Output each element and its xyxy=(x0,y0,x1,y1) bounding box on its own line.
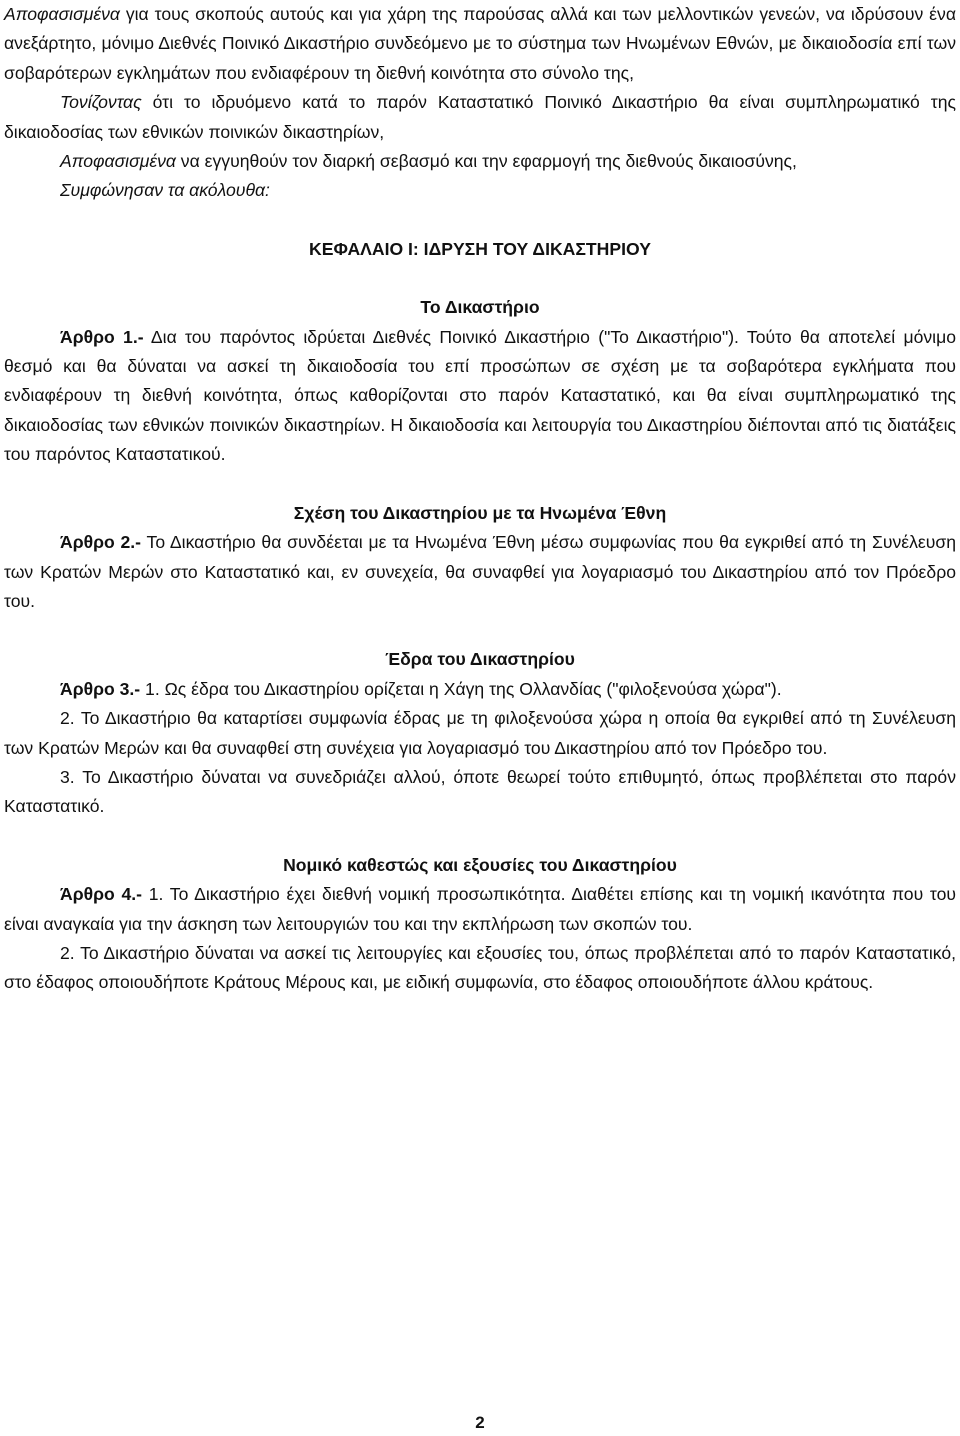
article-label: Άρθρο 3.- xyxy=(60,678,141,699)
article-text: Το Δικαστήριο θα συνδέεται με τα Ηνωμένα Έθνη μέσω συμφωνίας που θα εγκριθεί από τη Συνέλευση των Κρατών Μερών στο Καταστατικό και, εν συνεχεία, θα συναφθεί για λογαριασμό του Δικαστηρίου από τον Πρόεδρο του. xyxy=(4,532,956,611)
article-label: Άρθρο 4.- xyxy=(60,884,142,905)
chapter-title: ΚΕΦΑΛΑΙΟ Ι: ΙΔΡΥΣΗ ΤΟΥ ΔΙΚΑΣΤΗΡΙΟΥ xyxy=(309,238,651,259)
section-title: Το Δικαστήριο xyxy=(420,297,540,318)
preamble-lead: Αποφασισμένα xyxy=(4,4,120,24)
article-paragraph: 3. Το Δικαστήριο δύναται να συνεδριάζει αλλού, όποτε θεωρεί τούτο επιθυμητό, όπως προβλέπεται στο παρόν Καταστατικό. xyxy=(4,766,956,817)
section-title: Έδρα του Δικαστηρίου xyxy=(385,649,575,670)
article-2 xyxy=(4,528,956,616)
article-1 xyxy=(4,323,956,470)
preamble-lead: Αποφασισμένα xyxy=(60,151,176,172)
section-title: Νομικό καθεστώς και εξουσίες του Δικαστηρίου xyxy=(283,854,677,875)
article-text: 1. Το Δικαστήριο έχει διεθνή νομική προσωπικότητα. Διαθέτει επίσης και τη νομική ικανότητα που του είναι αναγκαία για την άσκηση των λειτουργιών του και την εκπλήρωση των σκοπών του. xyxy=(4,884,957,934)
article-label: Άρθρο 2.- xyxy=(60,532,142,553)
preamble-text: να εγγυηθούν τον διαρκή σεβασμό και την εφαρμογή της διεθνούς δικαιοσύνης, xyxy=(175,151,797,172)
preamble-paragraph xyxy=(4,147,956,176)
article-paragraph: 2. Το Δικαστήριο θα καταρτίσει συμφωνία έδρας με τη φιλοξενούσα χώρα η οποία θα εγκριθεί από τη Συνέλευση των Κρατών Μερών και θα συναφθεί στη συνέχεια για λογαριασμό του Δικαστηρίου από τον Πρόεδρο του. xyxy=(4,708,956,758)
preamble-text: ότι το ιδρυόμενο κατά το παρόν Καταστατικό Ποινικό Δικαστήριο θα είναι συμπληρωματικό της δικαιοδοσίας των εθνικών ποινικών δικαστηρίων, xyxy=(4,92,956,142)
section-title: Σχέση του Δικαστηρίου με τα Ηνωμένα Έθνη xyxy=(293,502,667,523)
preamble-lead: Συμφώνησαν τα ακόλουθα: xyxy=(60,180,270,201)
preamble-paragraph xyxy=(4,176,956,205)
preamble-paragraph xyxy=(4,0,956,88)
article-text: Δια του παρόντος ιδρύεται Διεθνές Ποινικό Δικαστήριο ("Το Δικαστήριο"). Τούτο θα αποτελεί μόνιμο θεσμό και θα δύναται να ασκεί τη δικαιοδοσία του επί προσώπων σε σχέση με τα σοβαρότερα εγκλήματα που ενδιαφέρουν τη διεθνή κοινότητα, όπως καθορίζονται στο παρόν Καταστατικό, και θα είναι συμπληρωματικό της δικαιοδοσίας των εθνικών ποινικών δικαστηρίων. Η δικαιοδοσία και λειτουργία του Δικαστηρίου διέπονται από τις διατάξεις του παρόντος Καταστατικού. xyxy=(4,326,957,465)
preamble-text: για τους σκοπούς αυτούς και για χάρη της παρούσας αλλά και των μελλοντικών γενεών, να ιδρύσουν ένα ανεξάρτητο, μόνιμο Διεθνές Ποινικό Δικαστήριο συνδεόμενο με το σύστημα των Ηνωμένων Εθνών, με δικαιοδοσία επί των σοβαρότερων εγκλημάτων που ενδιαφέρουν τη διεθνή κοινότητα στο σύνολο της, xyxy=(4,4,956,83)
article-3 xyxy=(4,675,956,704)
preamble xyxy=(4,0,956,206)
article-label: Άρθρο 1.- xyxy=(60,326,144,347)
article-text: 1. Ως έδρα του Δικαστηρίου ορίζεται η Χάγη της Ολλανδίας ("φιλοξενούσα χώρα"). xyxy=(140,678,782,699)
page-number: 2 xyxy=(475,1413,485,1432)
preamble-lead: Τονίζοντας xyxy=(60,92,142,113)
preamble-paragraph xyxy=(4,88,956,147)
article-4 xyxy=(4,880,956,939)
article-paragraph: 2. Το Δικαστήριο δύναται να ασκεί τις λειτουργίες και εξουσίες του, όπως προβλέπεται από το παρόν Καταστατικό, στο έδαφος οποιουδήποτε Κράτους Μέρους και, με ειδική συμφωνία, στο έδαφος οποιουδήποτε άλλου κράτους. xyxy=(4,942,956,993)
